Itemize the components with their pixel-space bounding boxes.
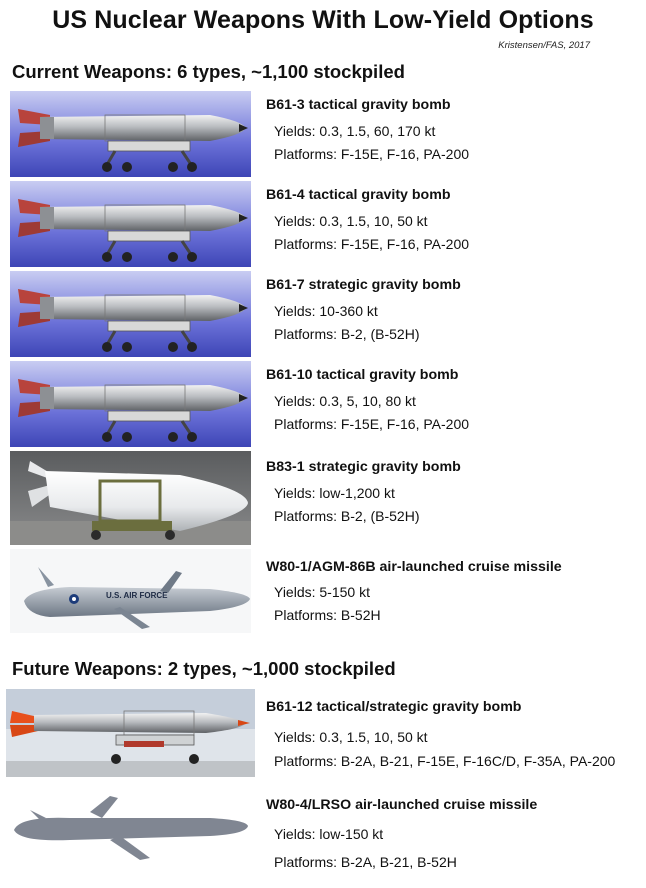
missile-marking: U.S. AIR FORCE xyxy=(106,591,168,600)
weapon-name: B61-7 strategic gravity bomb xyxy=(266,277,461,293)
weapon-name: B61-3 tactical gravity bomb xyxy=(266,97,451,113)
weapon-yields: Yields: low-1,200 kt xyxy=(274,485,395,501)
weapon-platforms: Platforms: B-2A, B-21, F-15E, F-16C/D, F-35A, PA-200 xyxy=(274,753,616,769)
weapon-platforms: Platforms: F-15E, F-16, PA-200 xyxy=(274,416,470,432)
weapon-name: B61-4 tactical gravity bomb xyxy=(266,187,451,203)
weapon-platforms: Platforms: B-2, (B-52H) xyxy=(274,508,420,524)
weapon-yields: Yields: 0.3, 1.5, 10, 50 kt xyxy=(274,729,428,745)
weapon-yields: Yields: 0.3, 1.5, 10, 50 kt xyxy=(274,213,428,229)
page-title: US Nuclear Weapons With Low-Yield Options xyxy=(52,6,594,34)
weapon-image xyxy=(10,91,251,177)
weapon-yields: Yields: 0.3, 5, 10, 80 kt xyxy=(274,393,416,409)
weapon-platforms: Platforms: B-2, (B-52H) xyxy=(274,326,420,342)
weapon-platforms: Platforms: B-52H xyxy=(274,607,381,623)
weapon-name: B83-1 strategic gravity bomb xyxy=(266,459,461,475)
weapon-image xyxy=(10,361,251,447)
future-heading: Future Weapons: 2 types, ~1,000 stockpiled xyxy=(12,658,396,679)
current-heading: Current Weapons: 6 types, ~1,100 stockpiled xyxy=(12,61,405,82)
weapon-name: B61-12 tactical/strategic gravity bomb xyxy=(266,699,522,715)
weapon-yields: Yields: low-150 kt xyxy=(274,826,384,842)
weapon-image xyxy=(6,689,255,777)
weapon-image xyxy=(10,451,251,545)
weapon-image xyxy=(10,271,251,357)
weapon-name: W80-4/LRSO air-launched cruise missile xyxy=(266,797,538,813)
weapon-platforms: Platforms: B-2A, B-21, B-52H xyxy=(274,854,457,870)
weapon-name: W80-1/AGM-86B air-launched cruise missile xyxy=(266,559,562,575)
weapon-image xyxy=(10,549,251,633)
weapon-yields: Yields: 10-360 kt xyxy=(274,303,378,319)
weapon-platforms: Platforms: F-15E, F-16, PA-200 xyxy=(274,146,470,162)
weapon-platforms: Platforms: F-15E, F-16, PA-200 xyxy=(274,236,470,252)
weapon-image xyxy=(10,788,251,872)
weapon-yields: Yields: 0.3, 1.5, 60, 170 kt xyxy=(274,123,436,139)
weapon-image xyxy=(10,181,251,267)
credit: Kristensen/FAS, 2017 xyxy=(498,40,590,51)
weapon-name: B61-10 tactical gravity bomb xyxy=(266,367,459,383)
weapon-yields: Yields: 5-150 kt xyxy=(274,584,370,600)
